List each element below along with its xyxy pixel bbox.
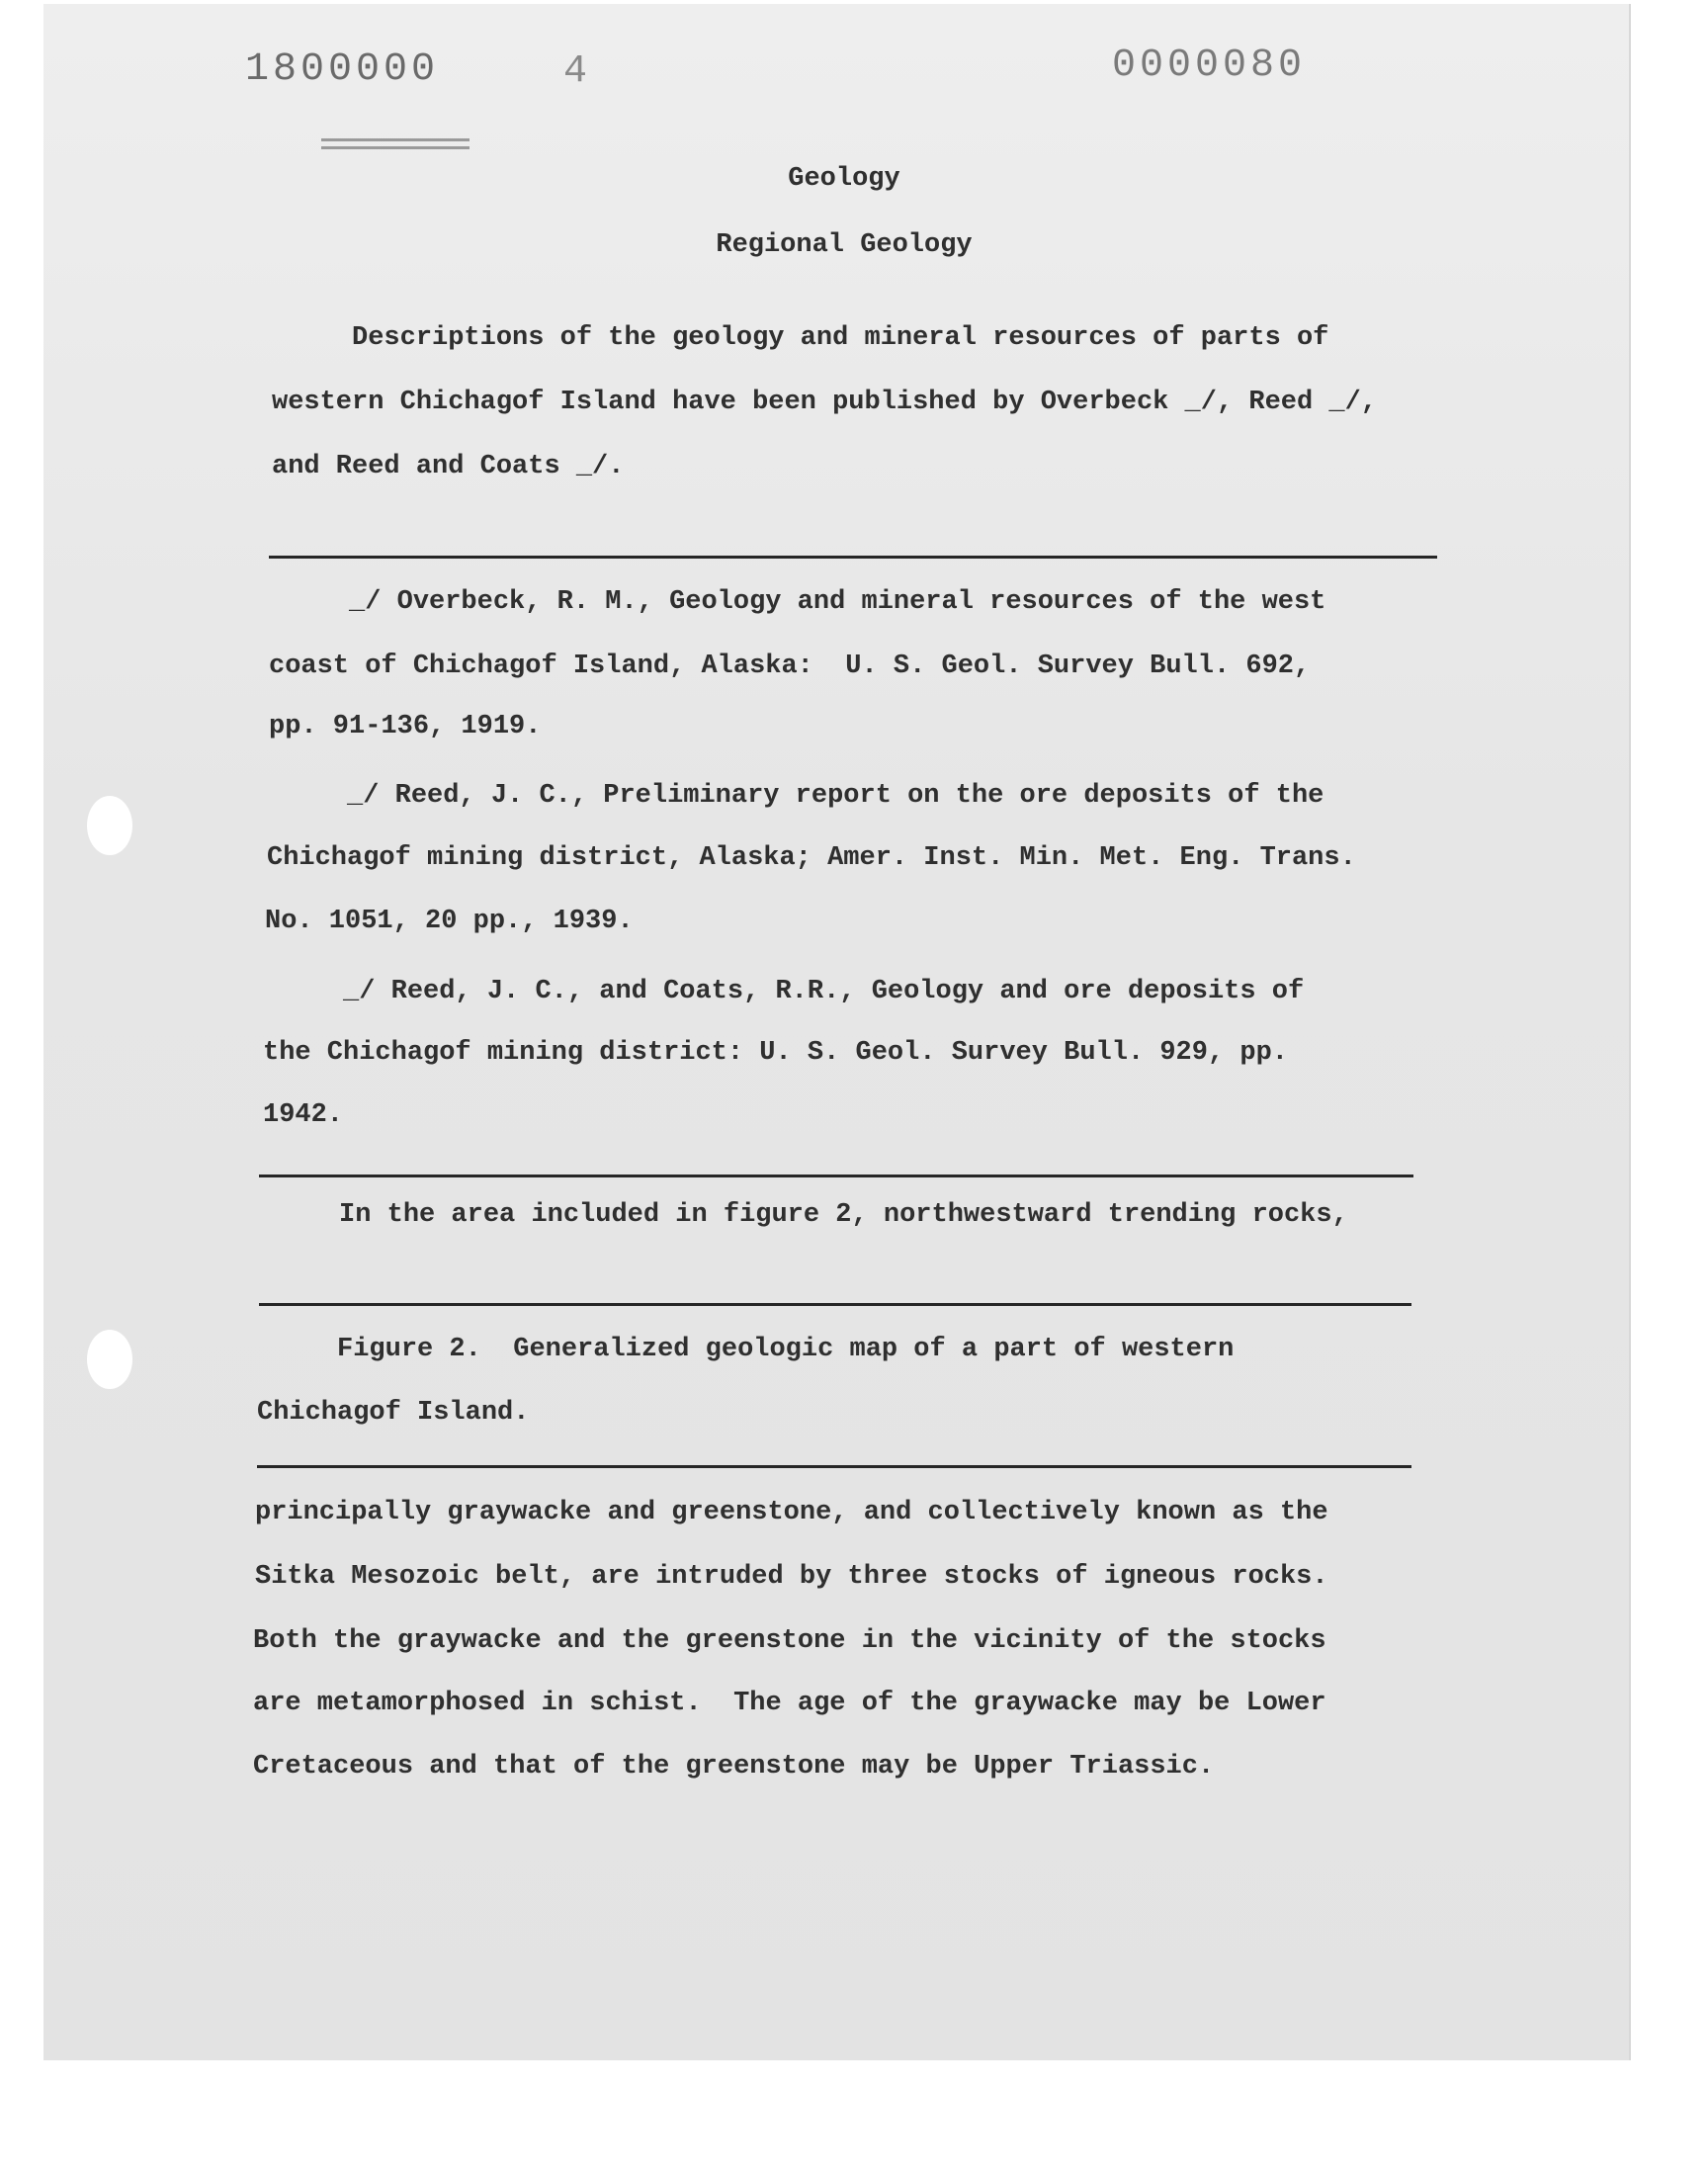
footnote-separator [259, 1174, 1413, 1177]
reference-line: _/ Reed, J. C., Preliminary report on the ore deposits of the [267, 781, 1324, 811]
punch-hole [87, 796, 132, 855]
underline-mark [321, 146, 470, 149]
reference-line: No. 1051, 20 pp., 1939. [265, 907, 634, 936]
reference-line: Chichagof mining district, Alaska; Amer. Inst. Min. Met. Eng. Trans. [267, 843, 1356, 873]
reference-line: _/ Reed, J. C., and Coats, R.R., Geology and ore deposits of [263, 977, 1305, 1006]
intro-line: and Reed and Coats _/. [272, 452, 625, 481]
page-title: Geology [788, 164, 900, 194]
footnote-separator [269, 556, 1437, 559]
body-line: principally graywacke and greenstone, and collectively known as the [255, 1498, 1328, 1527]
figure-caption-line: Chichagof Island. [257, 1398, 530, 1428]
figure-caption-line: Figure 2. Generalized geologic map of a part of western [257, 1335, 1235, 1364]
body-line: Cretaceous and that of the greenstone may be Upper Triassic. [253, 1752, 1215, 1782]
body-line: In the area included in figure 2, northwestward trending rocks, [259, 1200, 1348, 1230]
reference-line: _/ Overbeck, R. M., Geology and mineral resources of the west [269, 587, 1326, 617]
reference-line: pp. 91-136, 1919. [269, 712, 542, 741]
punch-hole [87, 1330, 132, 1389]
handwritten-mark: 4 [563, 49, 588, 94]
reference-line: the Chichagof mining district: U. S. Geol. Survey Bull. 929, pp. [263, 1038, 1288, 1068]
body-line: Sitka Mesozoic belt, are intruded by three stocks of igneous rocks. [255, 1562, 1328, 1592]
reference-line: 1942. [263, 1100, 344, 1130]
page-number-stamp: 0000080 [1112, 44, 1307, 88]
page-subtitle: Regional Geology [716, 230, 973, 260]
document-number-stamp: 1800000 [245, 47, 440, 92]
figure-caption-separator [257, 1465, 1411, 1468]
reference-line: coast of Chichagof Island, Alaska: U. S. Geol. Survey Bull. 692, [269, 652, 1311, 681]
figure-caption-separator [259, 1303, 1411, 1306]
body-line: are metamorphosed in schist. The age of the graywacke may be Lower [253, 1689, 1326, 1718]
body-line: Both the graywacke and the greenstone in the vicinity of the stocks [253, 1626, 1326, 1656]
intro-line: western Chichagof Island have been published by Overbeck _/, Reed _/, [272, 388, 1377, 417]
underline-mark [321, 138, 470, 141]
intro-line: Descriptions of the geology and mineral resources of parts of [272, 323, 1329, 353]
